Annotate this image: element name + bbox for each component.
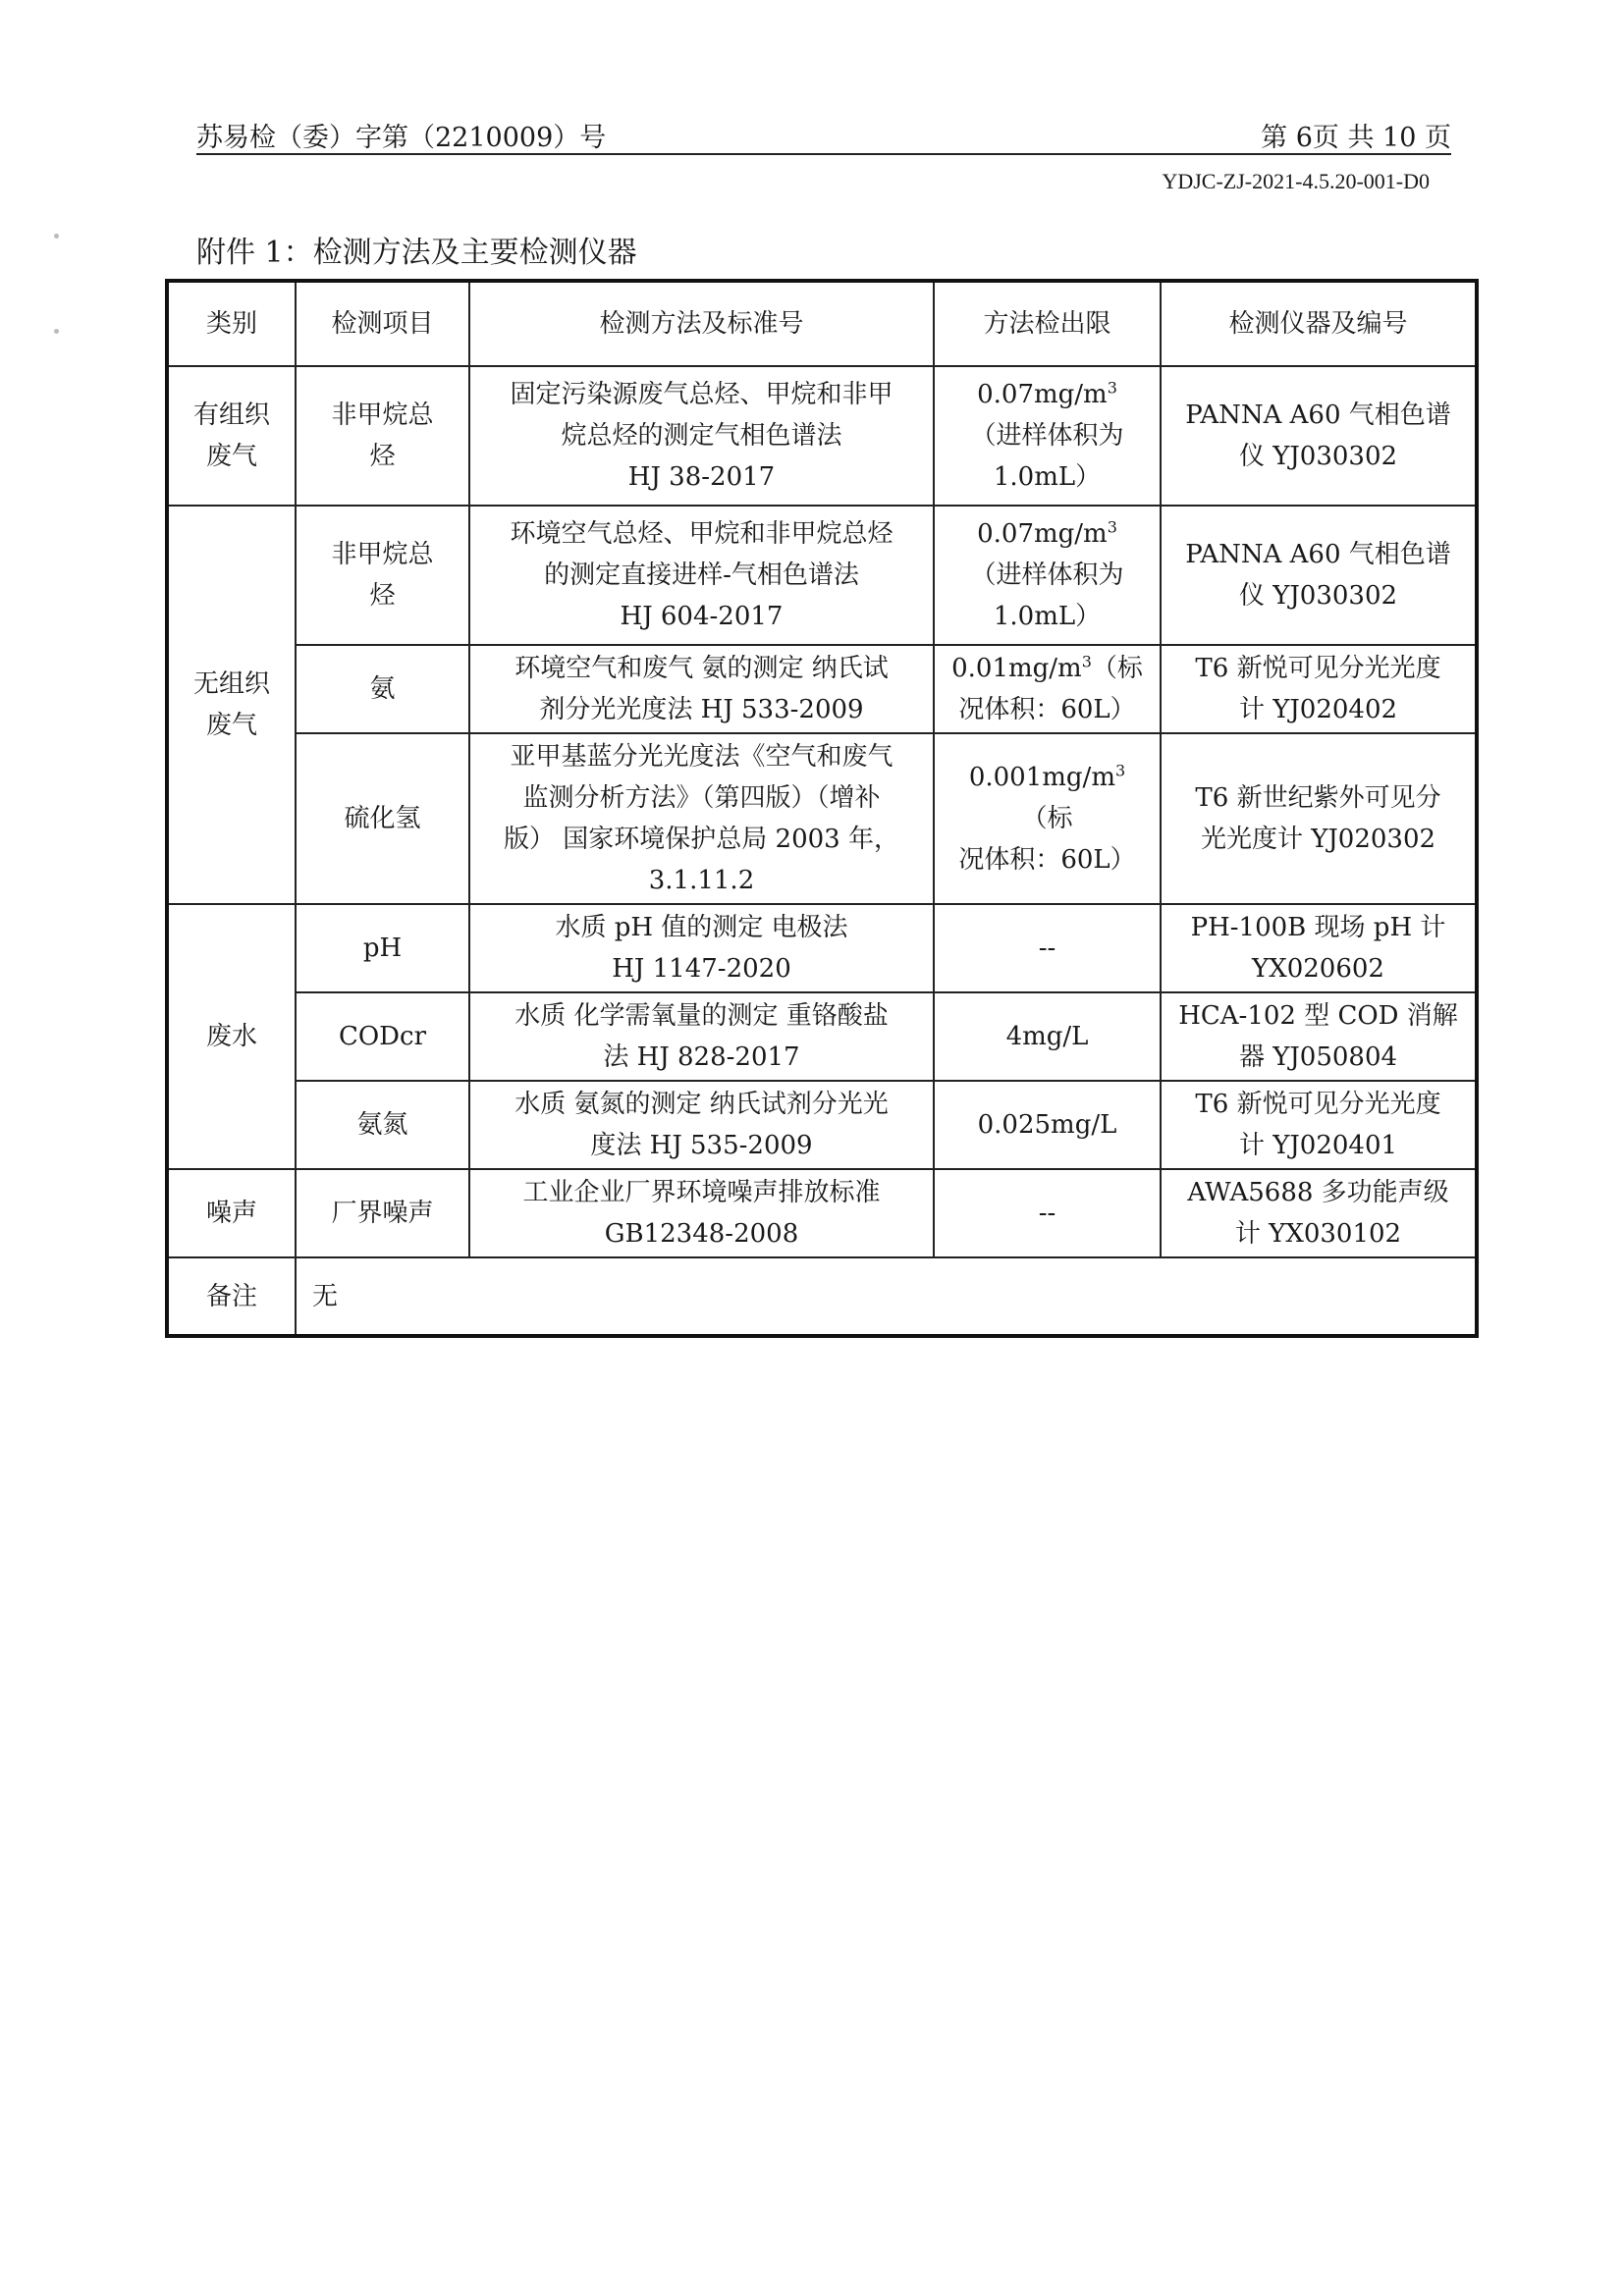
item-cell: 氨	[296, 645, 469, 733]
table-row	[167, 645, 1477, 733]
column-header-limit: 方法检出限	[934, 281, 1161, 366]
remark-value: 无	[296, 1257, 1477, 1336]
instrument-cell: T6 新世纪紫外可见分 光光度计 YJ020302	[1161, 733, 1477, 904]
item-cell: CODcr	[296, 992, 469, 1081]
limit-cell: 0.025mg/L	[934, 1081, 1161, 1169]
instrument-cell: PH-100B 现场 pH 计 YX020602	[1161, 904, 1477, 992]
instrument-cell: HCA-102 型 COD 消解 器 YJ050804	[1161, 992, 1477, 1081]
instrument-cell: PANNA A60 气相色谱 仪 YJ030302	[1161, 366, 1477, 506]
method-cell: 固定污染源废气总烃、甲烷和非甲 烷总烃的测定气相色谱法 HJ 38-2017	[469, 366, 934, 506]
scan-speck	[54, 234, 59, 239]
item-cell: 硫化氢	[296, 733, 469, 904]
column-header-item: 检测项目	[296, 281, 469, 366]
table-row	[167, 992, 1477, 1081]
method-cell: 环境空气总烃、甲烷和非甲烷总烃 的测定直接进样-气相色谱法 HJ 604-2017	[469, 506, 934, 645]
item-cell: 氨氮	[296, 1081, 469, 1169]
item-cell: 厂界噪声	[296, 1169, 469, 1257]
limit-cell: $0.07mg/m^3$ （进样体积为 1.0mL）	[934, 506, 1161, 645]
category-cell: 无组织 废气	[167, 506, 296, 904]
table-row	[167, 733, 1477, 904]
instrument-cell: PANNA A60 气相色谱 仪 YJ030302	[1161, 506, 1477, 645]
attachment-title: 附件 1：检测方法及主要检测仪器	[196, 236, 637, 270]
limit-cell: 4mg/L	[934, 992, 1161, 1081]
method-cell: 环境空气和废气 氨的测定 纳氏试 剂分光光度法 HJ 533-2009	[469, 645, 934, 733]
limit-cell: $0.07mg/m^3$ （进样体积为 1.0mL）	[934, 366, 1161, 506]
column-header-category: 类别	[167, 281, 296, 366]
instrument-cell: T6 新悦可见分光光度 计 YJ020402	[1161, 645, 1477, 733]
method-cell: 水质 化学需氧量的测定 重铬酸盐 法 HJ 828-2017	[469, 992, 934, 1081]
category-cell: 噪声	[167, 1169, 296, 1257]
item-cell: 非甲烷总 烃	[296, 506, 469, 645]
methods-table	[165, 279, 1479, 1338]
table-row	[167, 904, 1477, 992]
remark-label: 备注	[167, 1257, 296, 1336]
remark-row	[167, 1257, 1477, 1336]
method-cell: 水质 氨氮的测定 纳氏试剂分光光 度法 HJ 535-2009	[469, 1081, 934, 1169]
table-row	[167, 1169, 1477, 1257]
table-row	[167, 366, 1477, 506]
limit-cell: --	[934, 904, 1161, 992]
instrument-cell: T6 新悦可见分光光度 计 YJ020401	[1161, 1081, 1477, 1169]
item-cell: 非甲烷总 烃	[296, 366, 469, 506]
column-header-instrument: 检测仪器及编号	[1161, 281, 1477, 366]
limit-cell: $0.001mg/m^3$（标 况体积：60L）	[934, 733, 1161, 904]
page-indicator: 第 6页 共 10 页	[1261, 123, 1451, 153]
method-cell: 亚甲基蓝分光光度法《空气和废气 监测分析方法》（第四版）（增补 版） 国家环境保护总局 2003 年， 3.1.11.2	[469, 733, 934, 904]
item-cell: pH	[296, 904, 469, 992]
category-cell: 有组织 废气	[167, 366, 296, 506]
scan-speck	[54, 329, 59, 334]
page-header	[196, 116, 1451, 155]
category-cell: 废水	[167, 904, 296, 1169]
limit-cell: $0.01mg/m^3$（标 况体积：60L）	[934, 645, 1161, 733]
method-cell: 水质 pH 值的测定 电极法 HJ 1147-2020	[469, 904, 934, 992]
table-header-row	[167, 281, 1477, 366]
table-row	[167, 506, 1477, 645]
report-number: 苏易检（委）字第（2210009）号	[196, 123, 607, 153]
column-header-method: 检测方法及标准号	[469, 281, 934, 366]
document-code: YDJC-ZJ-2021-4.5.20-001-D0	[1162, 169, 1430, 193]
table-row	[167, 1081, 1477, 1169]
instrument-cell: AWA5688 多功能声级 计 YX030102	[1161, 1169, 1477, 1257]
method-cell: 工业企业厂界环境噪声排放标准 GB12348-2008	[469, 1169, 934, 1257]
limit-cell: --	[934, 1169, 1161, 1257]
